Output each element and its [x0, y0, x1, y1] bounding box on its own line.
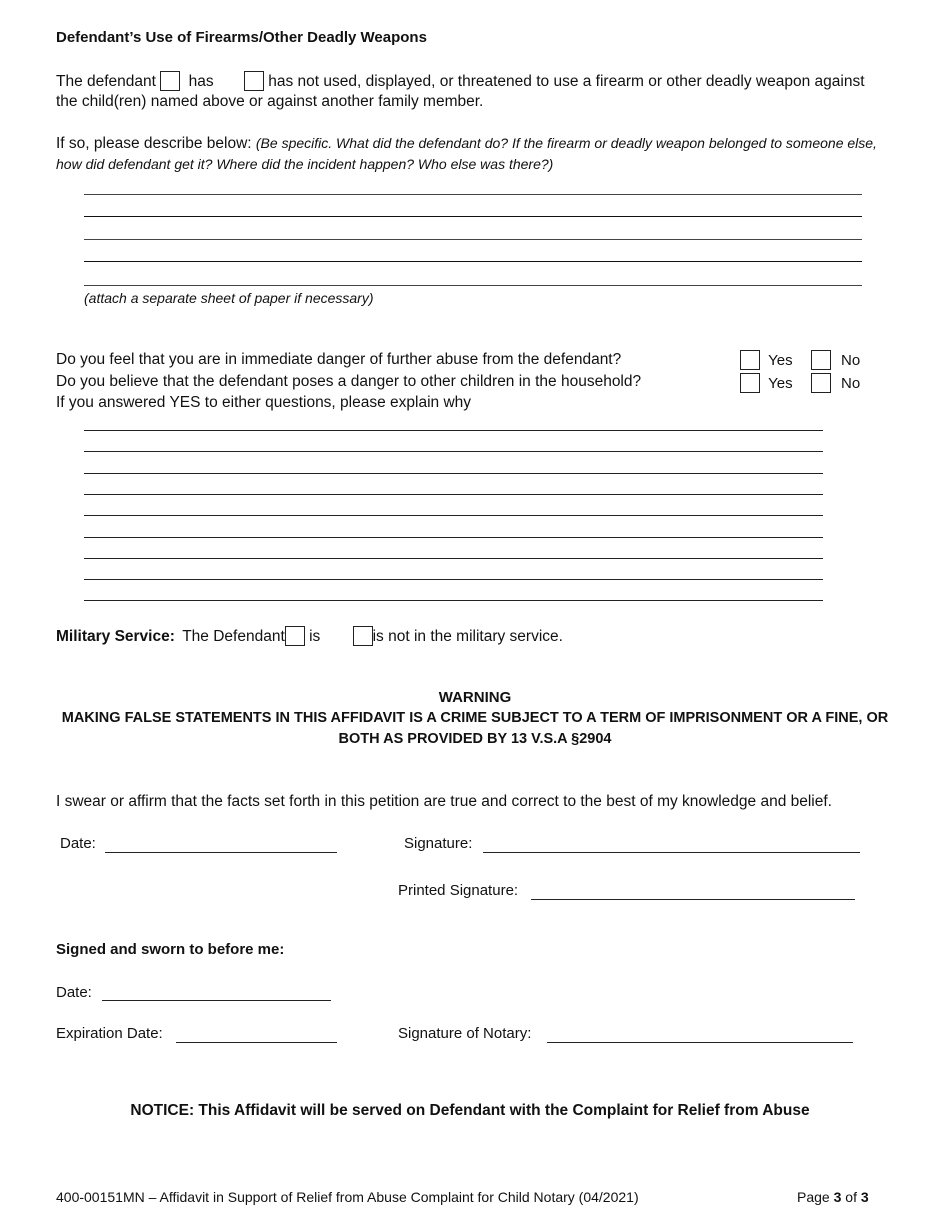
has-label: has: [188, 73, 214, 90]
section-heading-firearms: Defendant’s Use of Firearms/Other Deadly Weapons: [56, 29, 427, 46]
explain-line-1[interactable]: [84, 430, 823, 431]
explain-line-2[interactable]: [84, 451, 823, 452]
notary-signature-label: Signature of Notary:: [398, 1025, 532, 1042]
q1-no-label: No: [841, 352, 861, 369]
has-checkbox[interactable]: [160, 71, 180, 91]
q1-no-checkbox[interactable]: [811, 350, 831, 370]
explain-line-9[interactable]: [84, 600, 823, 601]
warning-body-1: MAKING FALSE STATEMENTS IN THIS AFFIDAVIT IS A CRIME SUBJECT TO A TERM OF IMPRISONMENT OR A FINE, OR: [61, 710, 889, 726]
explain-line-5[interactable]: [84, 515, 823, 516]
describe-line-4[interactable]: [84, 261, 862, 262]
firearms-sentence-rest: has not used, displayed, or threatened to use a firearm or other deadly weapon against: [268, 73, 865, 90]
page-current: 3: [833, 1189, 842, 1205]
notary-heading: Signed and sworn to before me:: [56, 941, 285, 958]
q2-yes-label: Yes: [768, 375, 793, 392]
military-label: Military Service:: [56, 628, 175, 645]
notary-date-label: Date:: [56, 984, 92, 1001]
q2-no-label: No: [841, 375, 861, 392]
notice-text: NOTICE: This Affidavit will be served on Defendant with the Complaint for Relief from Abuse: [130, 1102, 810, 1119]
expiration-date-label: Expiration Date:: [56, 1025, 163, 1042]
has-not-checkbox[interactable]: [244, 71, 264, 91]
danger-question-1: Do you feel that you are in immediate danger of further abuse from the defendant?: [56, 351, 622, 368]
q1-yes-checkbox[interactable]: [740, 350, 760, 370]
page-of: of: [845, 1189, 857, 1205]
date-field[interactable]: [105, 852, 337, 853]
military-text-start: The Defendant: [182, 628, 285, 645]
danger-explain-prompt: If you answered YES to either questions, please explain why: [56, 394, 472, 411]
military-is-not-checkbox[interactable]: [353, 626, 373, 646]
explain-line-8[interactable]: [84, 579, 823, 580]
describe-line-3[interactable]: [84, 239, 862, 240]
describe-line-5[interactable]: [84, 285, 862, 286]
page-total: 3: [860, 1189, 869, 1205]
q2-no-checkbox[interactable]: [811, 373, 831, 393]
describe-prompt: [56, 135, 877, 153]
explain-line-7[interactable]: [84, 558, 823, 559]
military-is-checkbox[interactable]: [285, 626, 305, 646]
warning-title: WARNING: [438, 689, 512, 706]
attach-note: (attach a separate sheet of paper if necessary): [84, 290, 374, 306]
footer-form-id: 400-00151MN – Affidavit in Support of Relief from Abuse Complaint for Child Notary (04/2021): [56, 1189, 639, 1205]
danger-q1-options: [740, 350, 860, 370]
military-service-row: [56, 626, 563, 646]
date-label: Date:: [60, 835, 96, 852]
explain-line-3[interactable]: [84, 473, 823, 474]
explain-line-6[interactable]: [84, 537, 823, 538]
oath-statement: I swear or affirm that the facts set forth in this petition are true and correct to the best of my knowledge and belief.: [56, 793, 832, 810]
military-is-not-label: is not in the military service.: [372, 628, 563, 645]
danger-question-2: Do you believe that the defendant poses a danger to other children in the household?: [56, 373, 642, 390]
q2-yes-checkbox[interactable]: [740, 373, 760, 393]
notary-date-field[interactable]: [102, 1000, 331, 1001]
printed-signature-label: Printed Signature:: [398, 882, 519, 899]
notary-signature-field[interactable]: [547, 1042, 853, 1043]
describe-label: If so, please describe below:: [56, 135, 256, 152]
describe-hint-1: (Be specific. What did the defendant do? If the firearm or deadly weapon belonged to someone else,: [255, 135, 877, 151]
explain-line-4[interactable]: [84, 494, 823, 495]
firearms-statement: [56, 71, 865, 91]
firearms-sentence-line2: the child(ren) named above or against another family member.: [56, 93, 484, 110]
describe-line-2[interactable]: [84, 216, 862, 217]
warning-body-2: BOTH AS PROVIDED BY 13 V.S.A §2904: [338, 731, 612, 747]
page-number: [797, 1189, 869, 1205]
danger-q2-options: [740, 373, 860, 393]
expiration-date-field[interactable]: [176, 1042, 337, 1043]
describe-line-1[interactable]: [84, 194, 862, 195]
signature-label: Signature:: [404, 835, 473, 852]
printed-signature-field[interactable]: [531, 899, 855, 900]
page-word: Page: [797, 1189, 830, 1205]
signature-field[interactable]: [483, 852, 860, 853]
firearms-sentence-start: The defendant: [56, 73, 156, 90]
q1-yes-label: Yes: [768, 352, 793, 369]
military-is-label: is: [309, 628, 321, 645]
describe-hint-2: how did defendant get it? Where did the incident happen? Who else was there?): [56, 156, 554, 172]
